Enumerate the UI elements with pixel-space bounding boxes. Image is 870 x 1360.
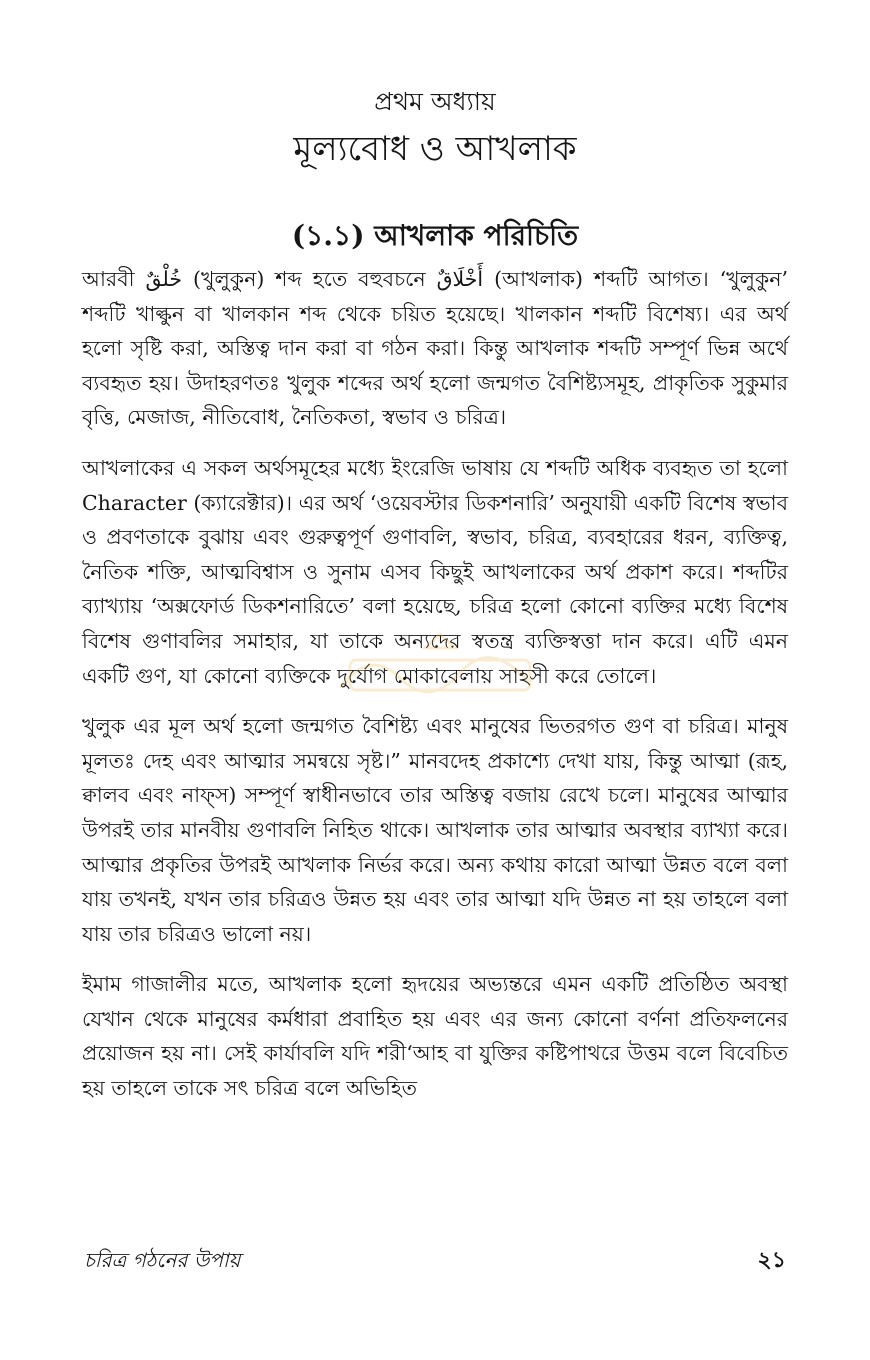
footer-page-number: ২১ <box>757 1247 786 1273</box>
paragraph-4: ইমাম গাজালীর মতে, আখলাক হলো হৃদয়ের অভ্যন্তরে এমন একটি প্রতিষ্ঠিত অবস্থা যেখান থেকে মানুষের কর্মধারা প্রবাহিত হয় এবং এর জন্য কোনো বর্ণনা প্রতিফলনের প্রয়োজন হয় না। সেই কার্যাবলি যদি শরী‘আহ বা যুক্তির কষ্টিপাথরে উত্তম বলে বিবেচিত হয় তাহলে তাকে সৎ চরিত্র বলে অভিহিত <box>82 972 788 1101</box>
footer-book-title: চরিত্র গঠনের উপায় <box>84 1248 241 1272</box>
body-text <box>82 262 788 1122</box>
paragraph-2: আখলাকের এ সকল অর্থসমূহের মধ্যে ইংরেজি ভাষায় যে শব্দটি অধিক ব্যবহৃত তা হলো Character (ক্যারেক্টার)। এর অর্থ ‘ওয়েবস্টার ডিকশনারি’ অনুযায়ী একটি বিশেষ স্বভাব ও প্রবণতাকে বুঝায় এবং গুরুত্বপূর্ণ গুণাবলি, স্বভাব, চরিত্র, ব্যবহারের ধরন, ব্যক্তিত্ব, নৈতিক শক্তি, আত্মবিশ্বাস ও সুনাম এসব কিছুই আখলাকের অর্থ প্রকাশ করে। শব্দটির ব্যাখ্যায় ‘অক্সফোর্ড ডিকশনারিতে’ বলা হয়েছে, চরিত্র হলো কোনো ব্যক্তির মধ্যে বিশেষ বিশেষ গুণাবলির সমাহার, যা তাকে অন্যদের স্বতন্ত্র ব্যক্তিস্বত্তা দান করে। এটি এমন একটি গুণ, যা কোনো ব্যক্তিকে দুর্যোগ মোকাবেলায় সাহসী করে তোলে। <box>82 455 788 688</box>
chapter-title: মূল্যবোধ ও আখলাক <box>293 129 577 169</box>
section-heading: (১.১) আখলাক পরিচিতি <box>291 219 579 252</box>
paragraph-1: আরবী خُلْقٌ (খুলুকুন) শব্দ হতে বহুবচনে أَخْلَاقٌ (আখলাক) শব্দটি আগত। ‘খুলুকুন’ শব্দটি খাল্কুন বা খালকান শব্দ থেকে চয়িত হয়েছে। খালকান শব্দটি বিশেষ্য। এর অর্থ হলো সৃষ্টি করা, অস্তিত্ব দান করা বা গঠন করা। কিন্তু আখলাক শব্দটি সম্পূর্ণ ভিন্ন অর্থে ব্যবহৃত হয়। উদাহরণতঃ খুলুক শব্দের অর্থ হলো জন্মগত বৈশিষ্ট্যসমূহ, প্রাকৃতিক সুকুমার বৃত্তি, মেজাজ, নীতিবোধ, নৈতিকতা, স্বভাব ও চরিত্র। <box>82 267 788 430</box>
chapter-label: প্রথম অধ্যায় <box>374 87 496 116</box>
paragraph-3: খুলুক এর মূল অর্থ হলো জন্মগত বৈশিষ্ট্য এবং মানুষের ভিতরগত গুণ বা চরিত্র। মানুষ মূলতঃ দেহ এবং আত্মার সমন্বয়ে সৃষ্ট।” মানবদেহ প্রকাশ্যে দেখা যায়, কিন্তু আত্মা (রূহ, ক্বালব এবং নাফ্স) সম্পূর্ণ স্বাধীনভাবে তার অস্তিত্ব বজায় রেখে চলে। মানুষের আত্মার উপরই তার মানবীয় গুণাবলি নিহিত থাকে। আখলাক তার আত্মার অবস্থার ব্যাখ্যা করে। আত্মার প্রকৃতির উপরই আখলাক নির্ভর করে। অন্য কথায় কারো আত্মা উন্নত বলে বলা যায় তখনই, যখন তার চরিত্রও উন্নত হয় এবং তার আত্মা যদি উন্নত না হয় তাহলে বলা যায় তার চরিত্রও ভালো নয়। <box>82 714 788 946</box>
